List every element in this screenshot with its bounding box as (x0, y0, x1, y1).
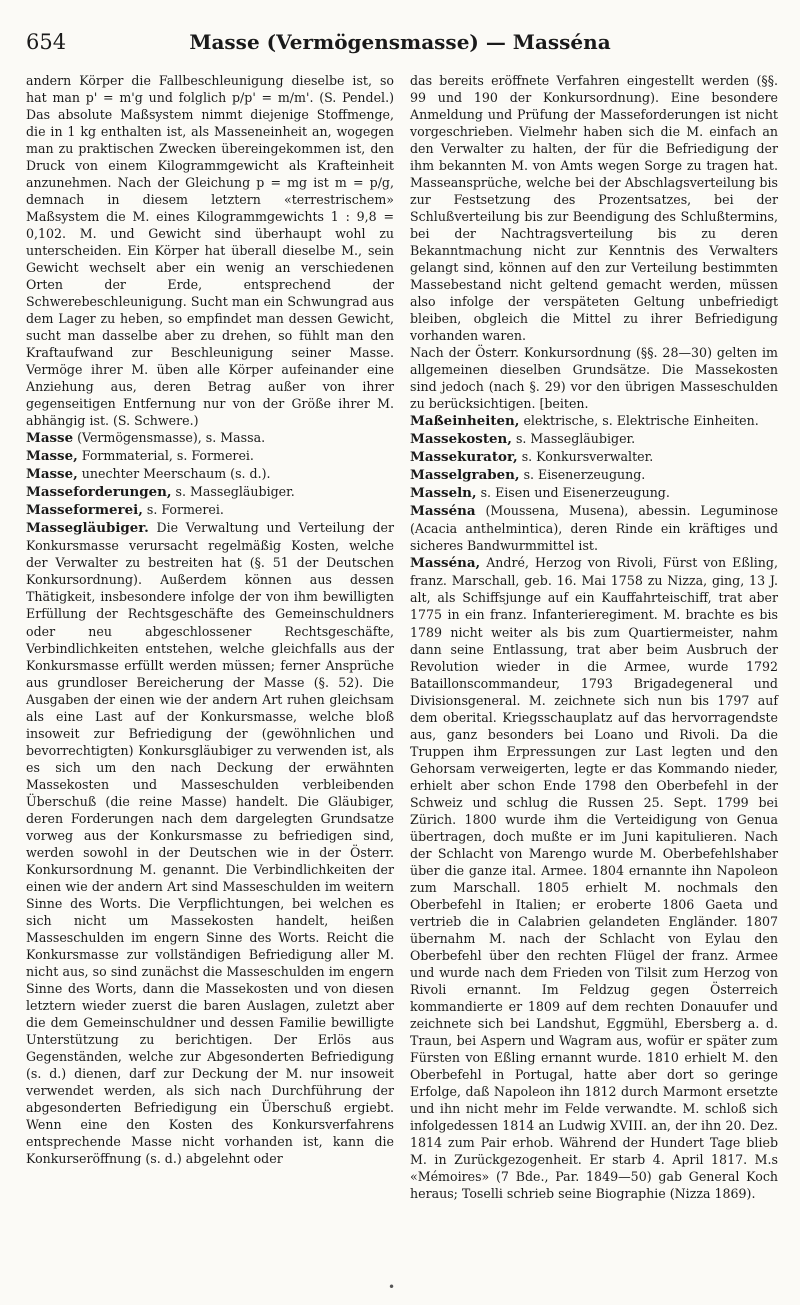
entry-text: elektrische, s. Elektrische Einheiten. (519, 413, 759, 429)
dictionary-entry (26, 447, 394, 465)
entry-text: das bereits eröffnete Verfahren eingestellt werden (§§. 99 und 190 der Konkursordnung). Eine besondere Anmeldung und Prüfung der Masseforderungen ist nicht vorgeschrieben. Vielmehr haben sich die M. einfach an den Verwalter zu halten, der für die Befriedigung der ihm bekannten M. von Amts wegen Sorge zu tragen hat. Masseansprüche, welche bei der Abschlagsverteilung bis zur Festsetzung des Prozentsatzes, bei der Schlußverteilung bis zur Beendigung des Schlußtermins, bei der Nachtragsverteilung bis zu deren Bekanntmachung nicht zur Kenntnis des Verwalters gelangt sind, können auf den zur Verteilung bestimmten Massebestand nicht geltend gemacht werden, müssen also infolge der verspäteten Geltung unbefriedigt bleiben, obgleich die Mittel zu ihrer Befriedigung vorhanden waren. (410, 73, 778, 344)
dictionary-entry (26, 501, 394, 519)
entry-keyword: Masseforderungen, (26, 484, 172, 501)
entry-keyword: Masséna (410, 503, 476, 520)
entry-text: unechter Meerschaum (s. d.). (77, 466, 271, 482)
entry-text: s. Massegläubiger. (171, 484, 295, 500)
right-column (410, 72, 778, 1202)
entry-text: s. Eisenerzeugung. (519, 467, 646, 483)
entry-text: s. Eisen und Eisenerzeugung. (476, 485, 670, 501)
dictionary-entry (410, 554, 778, 1202)
entry-keyword: Masse, (26, 448, 78, 465)
dictionary-entry (26, 429, 394, 447)
entry-keyword: Maßeinheiten, (410, 413, 520, 430)
entry-text: andern Körper die Fallbeschleunigung dieselbe ist, so hat man p' = m'g und folglich p/p' = m/m'. (S. Pendel.) Das absolute Maßsystem nimmt diejenige Stoffmenge, die in 1 kg enthalten ist, als Masseneinheit an, wogegen man zu praktischen Zwecken übereingekommen ist, den Druck von einem Kilogrammgewicht als Krafteinheit anzunehmen. Nach der Gleichung p = mg ist m = p/g, demnach in diesem letztern «terrestrischem» Maßsystem die M. eines Kilogrammgewichts 1 : 9,8 = 0,102. M. und Gewicht sind überhaupt wohl zu unterscheiden. Ein Körper hat überall dieselbe M., sein Gewicht wechselt aber ein wenig an verschiedenen Orten der Erde, entsprechend der Schwerebeschleunigung. Sucht man ein Schwungrad aus dem Lager zu heben, so empfindet man dessen Gewicht, sucht man dasselbe aber zu drehen, so fühlt man den Kraftaufwand zur Beschleunigung seiner Masse. Vermöge ihrer M. üben alle Körper aufeinander eine Anziehung aus, deren Betrag außer von ihrer gegenseitigen Entfernung nur von der Größe ihrer M. abhängig ist. (S. Schwere.) (26, 73, 394, 429)
left-column (26, 72, 394, 1167)
entry-text: (Vermögensmasse), s. Massa. (73, 430, 266, 446)
entry-keyword: Massekosten, (410, 431, 512, 448)
entry-keyword: Masselgraben, (410, 467, 520, 484)
dictionary-entry (410, 412, 778, 430)
entry-keyword: Masse (26, 430, 74, 447)
page-title: Masse (Vermögensmasse) — Masséna (189, 30, 611, 54)
dictionary-entry (410, 502, 778, 554)
paragraph (410, 344, 778, 412)
page-number: 654 (26, 30, 67, 54)
entry-keyword: Masse, (26, 466, 78, 483)
entry-keyword: Massekurator, (410, 449, 518, 466)
footer-mark: • (388, 1280, 396, 1294)
dictionary-entry (410, 448, 778, 466)
dictionary-entry (26, 483, 394, 501)
entry-text: Die Verwaltung und Verteilung der Konkursmasse verursacht regelmäßig Kosten, welche der Verwalter zu bestreiten hat (§. 51 der Deutschen Konkursordnung). Außerdem können aus dessen Thätigkeit, insbesondere infolge der von ihm bewilligten Erfüllung der Rechtsgeschäfte des Gemeinschuldners oder neu abgeschlossener Rechtsgeschäfte, Verbindlichkeiten entstehen, welche gleichfalls aus der Konkursmasse erfüllt werden müssen; ferner Ansprüche aus grundloser Bereicherung der Masse (§. 52). Die Ausgaben der einen wie der andern Art ruhen gleichsam als eine Last auf der Konkursmasse, welche bloß insoweit zur Befriedigung der (gewöhnlichen und bevorrechtigten) Konkursgläubiger zu verwenden ist, als es sich um den nach Deckung der erwähnten Massekosten und Masseschulden verbleibenden Überschuß (die reine Masse) handelt. Die Gläubiger, deren Forderungen nach dem dargelegten Grundsatze vorweg aus der Konkursmasse zu befriedigen sind, werden sowohl in der Deutschen wie in der Österr. Konkursordnung M. genannt. Die Verbindlichkeiten der einen wie der andern Art sind Masseschulden im weitern Sinne des Worts. Die Verpflichtungen, bei welchen es sich nicht um Massekosten handelt, heißen Masseschulden im engern Sinne des Worts. Reicht die Konkursmasse zur vollständigen Befriedigung aller M. nicht aus, so sind zunächst die Masseschulden im engern Sinne des Worts, dann die Massekosten und von diesen letztern wieder zuerst die baren Auslagen, zuletzt aber die dem Gemeinschuldner und dessen Familie bewilligte Unterstützung zu berichtigen. Der Erlös aus Gegenständen, welche zur Abgesonderten Befriedigung (s. d.) dienen, darf zur Deckung der M. nur insoweit verwendet werden, als sich nach Durchführung der abgesonderten Befriedigung ein Überschuß ergiebt. Wenn eine den Kosten des Konkursverfahrens entsprechende Masse nicht vorhanden ist, kann die Konkurseröffnung (s. d.) abgelehnt oder (26, 520, 394, 1166)
entry-text: (Moussena, Musena), abessin. Leguminose (Acacia anthelmintica), deren Rinde ein kräftiges und sicheres Bandwurmmittel ist. (410, 503, 778, 554)
entry-text: Nach der Österr. Konkursordnung (§§. 28—30) gelten im allgemeinen dieselben Grundsätze. Die Massekosten sind jedoch (nach §. 29) vor den übrigen Masseschulden zu berücksichtigen. [beiten. (410, 345, 778, 412)
paragraph (410, 72, 778, 344)
entry-text: s. Formerei. (142, 502, 224, 518)
entry-keyword: Masséna, (410, 555, 481, 572)
entry-text: André, Herzog von Rivoli, Fürst von Eßling, franz. Marschall, geb. 16. Mai 1758 zu Nizza, ging, 13 J. alt, als Schiffsjunge auf ein Kauffahrteischiff, trat aber 1775 in ein franz. Infanterieregiment. M. brachte es bis 1789 nicht weiter als bis zum Quartiermeister, nahm dann seine Entlassung, trat aber beim Ausbruch der Revolution wieder in die Armee, wurde 1792 Bataillonscommandeur, 1793 Brigadegeneral und Divisionsgeneral. M. zeichnete sich nun bis 1797 auf dem oberital. Kriegsschauplatz auf das hervorragendste aus, ganz besonders bei Loano und Rivoli. Da die Truppen ihm Erpressungen zur Last legten und den Gehorsam verweigerten, legte er das Kommando nieder, erhielt aber schon Ende 1798 den Oberbefehl in der Schweiz und schlug die Russen 25. Sept. 1799 bei Zürich. 1800 wurde ihm die Verteidigung von Genua übertragen, doch mußte er im Juni kapitulieren. Nach der Schlacht von Marengo wurde M. Oberbefehlshaber über die ganze ital. Armee. 1804 ernannte ihn Napoleon zum Marschall. 1805 erhielt M. nochmals den Oberbefehl in Italien; er eroberte 1806 Gaeta und vertrieb die in Calabrien gelandeten Engländer. 1807 übernahm M. nach der Schlacht von Eylau den Oberbefehl über den rechten Flügel der franz. Armee und wurde nach dem Frieden von Tilsit zum Herzog von Rivoli ernannt. Im Feldzug gegen Österreich kommandierte er 1809 auf dem rechten Donauufer und zeichnete sich bei Landshut, Eggmühl, Ebersberg a. d. Traun, bei Aspern und Wagram aus, wofür er später zum Fürsten von Eßling ernannt wurde. 1810 erhielt M. den Oberbefehl in Portugal, hatte aber dort so geringe Erfolge, daß Napoleon ihn 1812 durch Marmont ersetzte und ihn nicht mehr im Felde verwandte. M. schloß sich infolgedessen 1814 an Ludwig XVIII. an, der ihn 20. Dez. 1814 zum Pair erhob. Während der Hundert Tage blieb M. in Zurückgezogenheit. Er starb 4. April 1817. M.s «Mémoires» (7 Bde., Par. 1849—50) gab General Koch heraus; Toselli schrieb seine Biographie (Nizza 1869). (410, 555, 778, 1202)
entry-text: Formmaterial, s. Formerei. (77, 448, 254, 464)
dictionary-entry (26, 465, 394, 483)
dictionary-entry (410, 484, 778, 502)
entry-keyword: Masseformerei, (26, 502, 143, 519)
dictionary-entry (410, 430, 778, 448)
dictionary-entry (410, 466, 778, 484)
page-header (26, 30, 774, 60)
paragraph (26, 72, 394, 429)
entry-text: s. Konkursverwalter. (517, 449, 654, 465)
entry-keyword: Massegläubiger. (26, 520, 149, 537)
entry-keyword: Masseln, (410, 485, 477, 502)
dictionary-entry (26, 519, 394, 1167)
entry-text: s. Massegläubiger. (511, 431, 636, 447)
